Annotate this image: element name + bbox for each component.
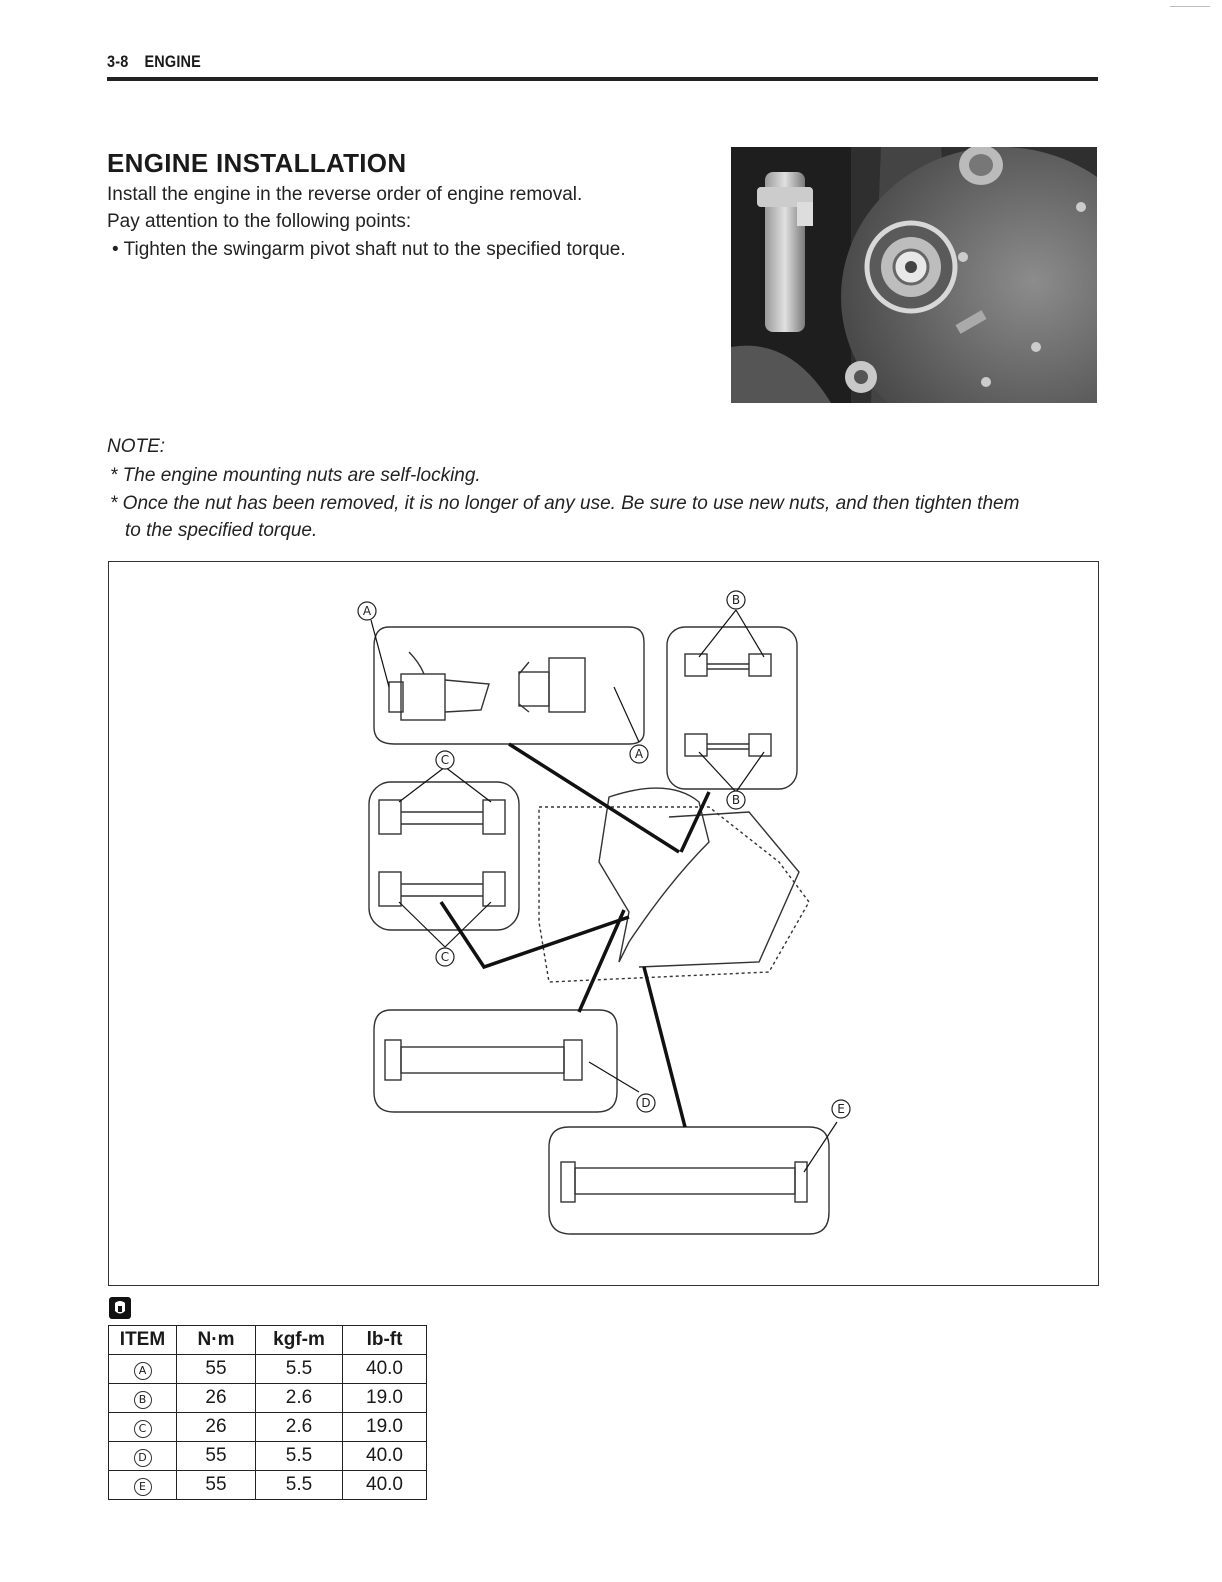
svg-text:A: A	[362, 604, 372, 618]
item-label: E	[134, 1478, 152, 1496]
note-item-2-line-2: to the specified torque.	[125, 520, 318, 541]
nm-value: 26	[177, 1413, 256, 1442]
nm-value: 55	[177, 1355, 256, 1384]
torque-wrench-icon	[109, 1297, 131, 1319]
intro-line-1: Install the engine in the reverse order of engine removal.	[107, 184, 583, 205]
callout-a-bottom	[630, 745, 648, 763]
detail-box-d	[374, 1010, 617, 1112]
intro-line-2: Pay attention to the following points:	[107, 211, 412, 232]
callout-c-bottom	[436, 948, 454, 966]
callout-b-top	[727, 591, 745, 609]
note-label: NOTE:	[107, 436, 166, 457]
item-label: B	[134, 1391, 152, 1409]
engine-mounting-diagram	[108, 561, 1099, 1286]
torque-table	[108, 1325, 427, 1500]
col-kgfm: kgf-m	[256, 1326, 343, 1355]
table-row	[109, 1413, 427, 1442]
table-row	[109, 1471, 427, 1500]
svg-text:C: C	[440, 753, 450, 767]
svg-text:B: B	[731, 793, 741, 807]
detail-box-b	[667, 627, 797, 789]
table-row	[109, 1355, 427, 1384]
callout-c-top	[436, 751, 454, 769]
callout-a-top	[358, 602, 376, 620]
svg-text:A: A	[634, 747, 644, 761]
engine-photo	[731, 147, 1097, 403]
table-row	[109, 1442, 427, 1471]
svg-text:B: B	[731, 593, 741, 607]
col-nm: N·m	[177, 1326, 256, 1355]
col-item: ITEM	[109, 1326, 177, 1355]
corner-mark	[1170, 6, 1210, 7]
lbft-value: 19.0	[343, 1413, 427, 1442]
lbft-value: 19.0	[343, 1384, 427, 1413]
header-rule	[107, 77, 1098, 81]
page-header	[107, 52, 201, 72]
nm-value: 26	[177, 1384, 256, 1413]
svg-text:C: C	[440, 950, 450, 964]
kgfm-value: 2.6	[256, 1384, 343, 1413]
nm-value: 55	[177, 1471, 256, 1500]
callout-e	[832, 1100, 850, 1118]
page-title: ENGINE INSTALLATION	[107, 148, 407, 178]
kgfm-value: 5.5	[256, 1442, 343, 1471]
page-number: 3-8	[107, 52, 129, 71]
lbft-value: 40.0	[343, 1442, 427, 1471]
note-item-1: * The engine mounting nuts are self-locking.	[110, 465, 481, 486]
callout-b-bottom	[727, 791, 745, 809]
lbft-value: 40.0	[343, 1471, 427, 1500]
diagram-svg	[109, 562, 1097, 1284]
col-lbft: lb-ft	[343, 1326, 427, 1355]
svg-text:D: D	[641, 1096, 651, 1110]
detail-box-a	[374, 627, 644, 744]
item-label: D	[134, 1449, 152, 1467]
note-item-2-line-1: * Once the nut has been removed, it is no longer of any use. Be sure to use new nuts, and then tighten them	[110, 493, 1020, 514]
item-label: A	[134, 1362, 152, 1380]
nm-value: 55	[177, 1442, 256, 1471]
table-row	[109, 1384, 427, 1413]
table-header-row	[109, 1326, 427, 1355]
item-label: C	[134, 1420, 152, 1438]
detail-box-e	[549, 1127, 829, 1234]
intro-bullet: • Tighten the swingarm pivot shaft nut to the specified torque.	[112, 239, 626, 260]
kgfm-value: 5.5	[256, 1355, 343, 1384]
section-name: ENGINE	[144, 52, 201, 71]
callout-d	[637, 1094, 655, 1112]
kgfm-value: 2.6	[256, 1413, 343, 1442]
kgfm-value: 5.5	[256, 1471, 343, 1500]
svg-text:E: E	[837, 1102, 845, 1116]
lbft-value: 40.0	[343, 1355, 427, 1384]
